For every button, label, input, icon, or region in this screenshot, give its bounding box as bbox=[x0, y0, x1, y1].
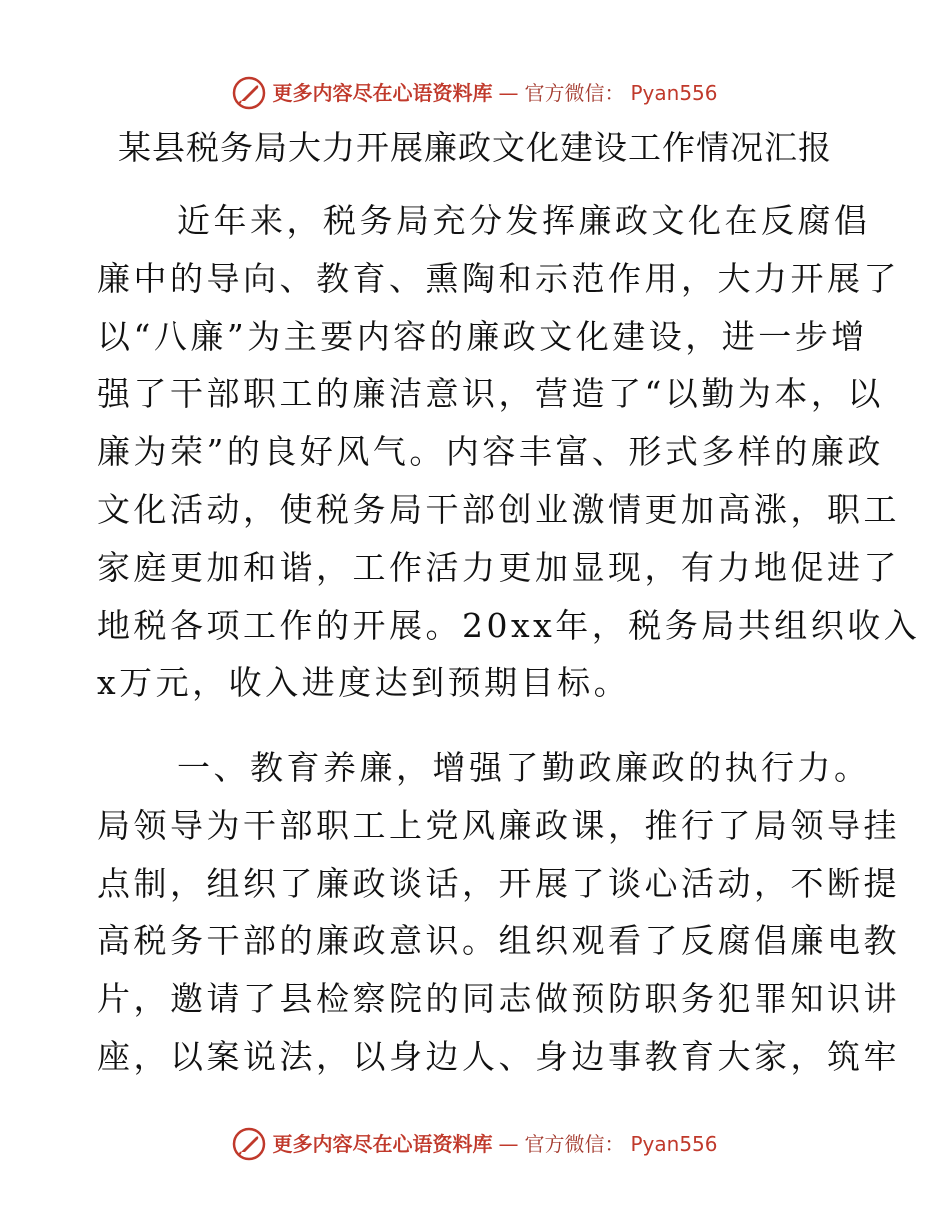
banner-official-label: 官方微信： bbox=[524, 1132, 625, 1156]
banner-official-label: 官方微信： bbox=[524, 81, 625, 105]
text-line: 地税各项工作的开展。20xx年，税务局共组织收入 bbox=[97, 605, 921, 645]
banner-separator: — bbox=[498, 1132, 519, 1156]
text-line: x万元，收入进度达到预期目标。 bbox=[97, 663, 631, 703]
document-title: 某县税务局大力开展廉政文化建设工作情况汇报 bbox=[118, 128, 832, 167]
footer-banner bbox=[0, 1127, 950, 1161]
text-line: 高税务干部的廉政意识。组织观看了反腐倡廉电教 bbox=[97, 921, 900, 961]
text-line: 廉为荣”的良好风气。内容丰富、形式多样的廉政 bbox=[97, 432, 884, 472]
text-line: 点制，组织了廉政谈话，开展了谈心活动，不断提 bbox=[97, 863, 900, 903]
header-banner bbox=[0, 76, 950, 110]
text-line: 强了干部职工的廉洁意识，营造了“以勤为本，以 bbox=[97, 374, 884, 414]
text-line: 片，邀请了县检察院的同志做预防职务犯罪知识讲 bbox=[97, 979, 900, 1019]
feather-pen-icon bbox=[232, 76, 266, 110]
banner-brand-text: 更多内容尽在心语资料库 bbox=[272, 1132, 493, 1156]
text-line: 座，以案说法，以身边人、身边事教育大家，筑牢 bbox=[97, 1036, 900, 1076]
text-line: 文化活动，使税务局干部创业激情更加高涨，职工 bbox=[97, 489, 900, 529]
section-heading: 一、教育养廉，增强了勤政廉政的执行力。 bbox=[177, 748, 871, 787]
text-line: 局领导为干部职工上党风廉政课，推行了局领导挂 bbox=[97, 805, 900, 845]
text-line: 以“八廉”为主要内容的廉政文化建设，进一步增 bbox=[97, 316, 868, 356]
feather-pen-icon bbox=[232, 1127, 266, 1161]
text-line: 廉中的导向、教育、熏陶和示范作用，大力开展了 bbox=[97, 258, 900, 298]
banner-separator: — bbox=[498, 81, 519, 105]
banner-wechat-id: Pyan556 bbox=[630, 81, 718, 105]
banner-wechat-id: Pyan556 bbox=[630, 1132, 718, 1156]
banner-brand-text: 更多内容尽在心语资料库 bbox=[272, 81, 493, 105]
text-line: 近年来，税务局充分发挥廉政文化在反腐倡 bbox=[177, 201, 871, 240]
paragraph-intro bbox=[97, 192, 921, 712]
text-line: 家庭更加和谐，工作活力更加显现，有力地促进了 bbox=[97, 547, 900, 587]
paragraph-section-one bbox=[97, 739, 900, 1086]
